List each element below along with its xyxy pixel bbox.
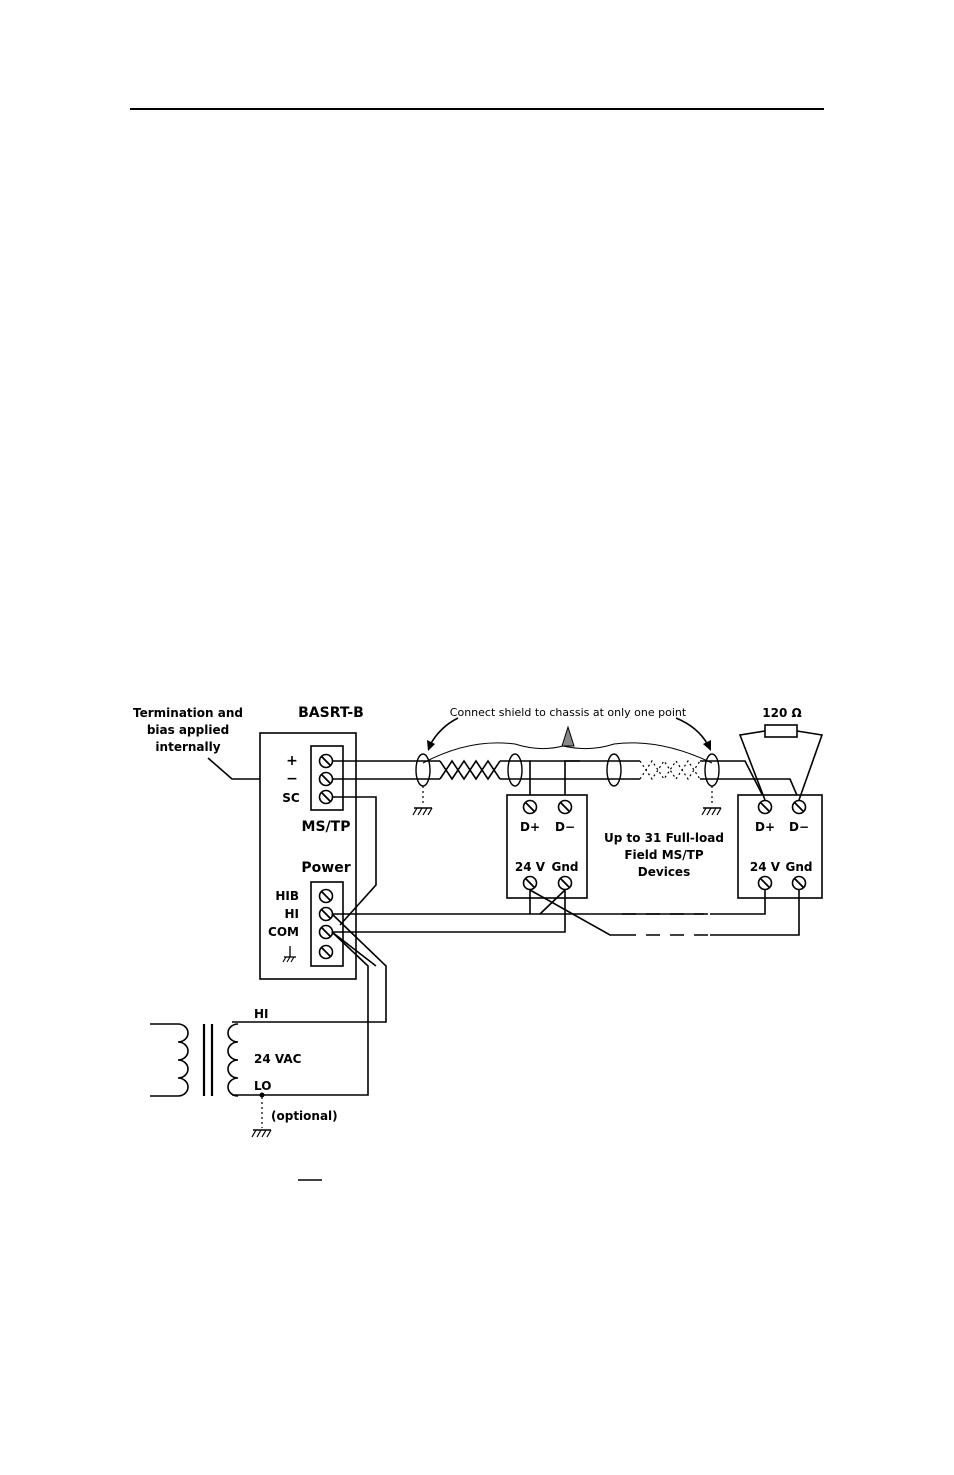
device1-label-dplus: D+ bbox=[519, 820, 541, 834]
transformer-secondary bbox=[228, 1024, 238, 1096]
field-devices-note-line3: Devices bbox=[637, 865, 691, 879]
ground-icon-right bbox=[702, 808, 721, 815]
dotted-pair-a bbox=[640, 761, 700, 779]
transformer-primary bbox=[150, 1024, 188, 1096]
power-dashed-bus bbox=[622, 914, 710, 935]
shield-ring-2 bbox=[508, 754, 522, 786]
dotted-pair-b bbox=[640, 761, 700, 779]
device2-label-dminus: D− bbox=[788, 820, 810, 834]
shield-arrowhead-right bbox=[703, 740, 711, 751]
shield-ring-4 bbox=[705, 754, 719, 786]
device1-label-gnd: Gnd bbox=[551, 860, 579, 874]
resistor-leads bbox=[740, 731, 822, 800]
device1-screw-gnd bbox=[559, 877, 572, 890]
power-label: Power bbox=[301, 860, 351, 876]
terminal-label-hi: HI bbox=[284, 907, 299, 921]
shield-note: Connect shield to chassis at only one point bbox=[449, 706, 687, 719]
shield-ring-3 bbox=[607, 754, 621, 786]
transformer-hi-label: HI bbox=[254, 1007, 269, 1021]
device1-screw-dplus bbox=[524, 801, 537, 814]
device2-screw-dminus bbox=[793, 801, 806, 814]
device2-screw-gnd bbox=[793, 877, 806, 890]
bus-wire-continuation bbox=[580, 761, 640, 779]
termination-note-line1: Termination and bbox=[133, 706, 243, 720]
screw-plus bbox=[320, 755, 333, 768]
field-device-1 bbox=[507, 795, 587, 898]
screw-com bbox=[320, 926, 333, 939]
lo-junction-dot bbox=[260, 1093, 265, 1098]
device2-screw-dplus bbox=[759, 801, 772, 814]
optional-ground-icon bbox=[252, 1130, 271, 1137]
bus-plus-to-device1 bbox=[500, 761, 530, 800]
terminal-label-hib: HIB bbox=[275, 889, 299, 903]
bus-minus-to-device1 bbox=[565, 761, 580, 800]
field-device-2 bbox=[738, 795, 822, 898]
shield-arrow-left bbox=[430, 718, 458, 745]
controller-name: BASRT-B bbox=[298, 705, 364, 721]
optional-label: (optional) bbox=[271, 1109, 338, 1123]
device2-screw-24v bbox=[759, 877, 772, 890]
screw-minus bbox=[320, 773, 333, 786]
transformer-lo-label: LO bbox=[254, 1079, 272, 1093]
screw-ground bbox=[320, 946, 333, 959]
device1-label-24v: 24 V bbox=[514, 860, 546, 874]
bus-plus-to-device2 bbox=[700, 761, 765, 800]
screw-hib bbox=[320, 890, 333, 903]
field-devices-note-line2: Field MS/TP bbox=[624, 848, 704, 862]
device2-label-24v: 24 V bbox=[749, 860, 781, 874]
shield-ring-1 bbox=[416, 754, 430, 786]
terminal-label-plus: + bbox=[286, 753, 298, 769]
shield-arrow-right bbox=[676, 718, 708, 745]
device1-screw-dminus bbox=[559, 801, 572, 814]
screw-sc bbox=[320, 791, 333, 804]
field-devices-note-line1: Up to 31 Full-load bbox=[604, 831, 724, 845]
terminal-label-minus: − bbox=[286, 771, 298, 787]
screw-hi bbox=[320, 908, 333, 921]
resistor-icon bbox=[765, 725, 797, 737]
twisted-pair-b bbox=[440, 761, 500, 779]
shield-arrowhead-left bbox=[427, 740, 435, 751]
termination-note-line3: internally bbox=[155, 740, 221, 754]
transformer-voltage-label: 24 VAC bbox=[254, 1052, 302, 1066]
device2-label-gnd: Gnd bbox=[785, 860, 813, 874]
mstp-label: MS/TP bbox=[301, 819, 351, 835]
terminal-label-com: COM bbox=[268, 925, 299, 939]
termination-note-line2: bias applied bbox=[146, 723, 230, 737]
device1-label-dminus: D− bbox=[554, 820, 576, 834]
device2-label-dplus: D+ bbox=[754, 820, 776, 834]
device1-screw-24v bbox=[524, 877, 537, 890]
resistor-label: 120 Ω bbox=[762, 706, 802, 720]
wire-nut-icon bbox=[562, 727, 574, 746]
terminal-label-sc: SC bbox=[282, 791, 300, 805]
ground-icon-left bbox=[413, 808, 432, 815]
